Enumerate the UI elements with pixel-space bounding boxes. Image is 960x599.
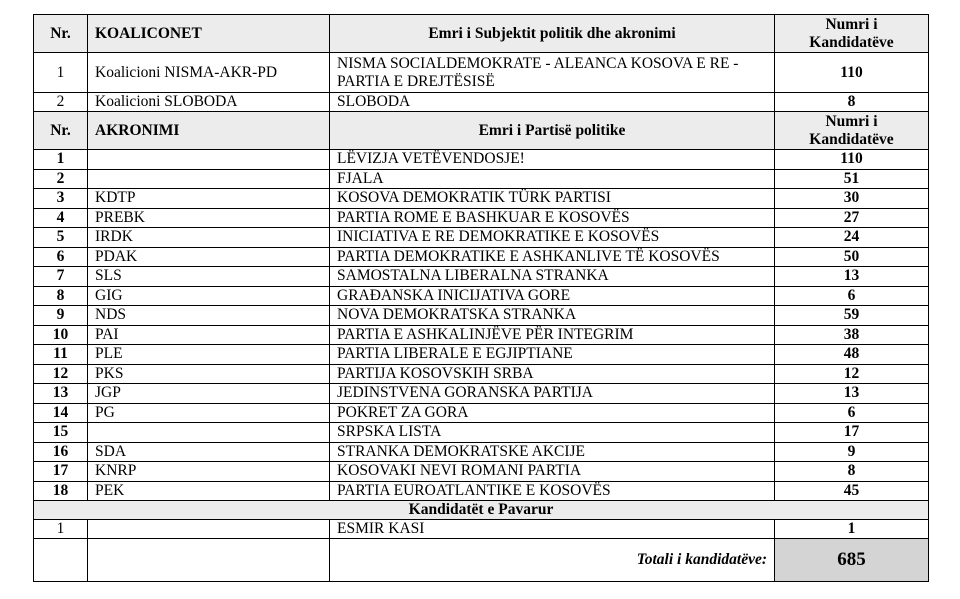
- party-nr: 6: [34, 247, 88, 267]
- party-count: 27: [775, 208, 929, 228]
- header-party-name: Emri i Partisë politike: [330, 112, 775, 150]
- party-row: [34, 345, 929, 365]
- party-nr: 9: [34, 306, 88, 326]
- party-row: [34, 481, 929, 501]
- party-name: PARTIA EUROATLANTIKE E KOSOVËS: [330, 481, 775, 501]
- independent-count: 1: [775, 520, 929, 539]
- party-count: 17: [775, 423, 929, 443]
- party-nr: 15: [34, 423, 88, 443]
- party-acronym: SLS: [88, 267, 330, 287]
- party-nr: 13: [34, 384, 88, 404]
- party-acronym: PREBK: [88, 208, 330, 228]
- independent-name: ESMIR KASI: [330, 520, 775, 539]
- total-row: [34, 539, 929, 582]
- independent-acronym: [88, 520, 330, 539]
- coalition-count: 110: [775, 53, 929, 93]
- party-nr: 3: [34, 189, 88, 209]
- party-acronym: PG: [88, 403, 330, 423]
- party-name: PARTIA LIBERALE E EGJIPTIANE: [330, 345, 775, 365]
- party-nr: 5: [34, 228, 88, 248]
- coalition-row: [34, 53, 929, 93]
- party-acronym: PAI: [88, 325, 330, 345]
- party-acronym: KDTP: [88, 189, 330, 209]
- party-count: 38: [775, 325, 929, 345]
- party-name: FJALA: [330, 169, 775, 189]
- party-count: 24: [775, 228, 929, 248]
- coalition-name: Koalicioni NISMA-AKR-PD: [88, 53, 330, 93]
- party-nr: 18: [34, 481, 88, 501]
- party-row: [34, 423, 929, 443]
- party-name: GRAĐANSKA INICIJATIVA GORE: [330, 286, 775, 306]
- party-nr: 4: [34, 208, 88, 228]
- party-row: [34, 228, 929, 248]
- party-acronym: PEK: [88, 481, 330, 501]
- coalition-nr: 1: [34, 53, 88, 93]
- party-name: LËVIZJA VETËVENDOSJE!: [330, 150, 775, 170]
- party-name: STRANKA DEMOKRATSKE AKCIJE: [330, 442, 775, 462]
- party-nr: 17: [34, 462, 88, 482]
- candidates-table: [33, 14, 929, 582]
- party-nr: 11: [34, 345, 88, 365]
- party-count: 110: [775, 150, 929, 170]
- parties-header-row: [34, 112, 929, 150]
- party-acronym: PDAK: [88, 247, 330, 267]
- party-name: SRPSKA LISTA: [330, 423, 775, 443]
- party-acronym: GIG: [88, 286, 330, 306]
- header-nr: Nr.: [34, 112, 88, 150]
- party-count: 48: [775, 345, 929, 365]
- party-row: [34, 442, 929, 462]
- independents-section-label: Kandidatët e Pavarur: [34, 501, 929, 520]
- party-name: POKRET ZA GORA: [330, 403, 775, 423]
- party-row: [34, 247, 929, 267]
- party-acronym: [88, 150, 330, 170]
- party-row: [34, 208, 929, 228]
- party-count: 30: [775, 189, 929, 209]
- party-nr: 8: [34, 286, 88, 306]
- party-row: [34, 325, 929, 345]
- header-candidate-count: Numri i Kandidatëve: [775, 112, 929, 150]
- party-name: JEDINSTVENA GORANSKA PARTIJA: [330, 384, 775, 404]
- party-name: PARTIJA KOSOVSKIH SRBA: [330, 364, 775, 384]
- party-nr: 14: [34, 403, 88, 423]
- total-value: 685: [775, 539, 929, 582]
- party-row: [34, 384, 929, 404]
- party-acronym: PKS: [88, 364, 330, 384]
- header-candidate-count: Numri i Kandidatëve: [775, 15, 929, 53]
- party-name: INICIATIVA E RE DEMOKRATIKE E KOSOVËS: [330, 228, 775, 248]
- party-acronym: [88, 169, 330, 189]
- party-name: KOSOVAKI NEVI ROMANI PARTIA: [330, 462, 775, 482]
- coalition-count: 8: [775, 93, 929, 112]
- party-acronym: JGP: [88, 384, 330, 404]
- party-count: 6: [775, 286, 929, 306]
- party-count: 12: [775, 364, 929, 384]
- party-count: 8: [775, 462, 929, 482]
- total-label: Totali i kandidatëve:: [330, 539, 775, 582]
- independents-section-row: [34, 501, 929, 520]
- total-empty-cell: [34, 539, 88, 582]
- party-name: PARTIA E ASHKALINJËVE PËR INTEGRIM: [330, 325, 775, 345]
- party-count: 59: [775, 306, 929, 326]
- party-acronym: [88, 423, 330, 443]
- header-acronym: AKRONIMI: [88, 112, 330, 150]
- independent-nr: 1: [34, 520, 88, 539]
- party-acronym: NDS: [88, 306, 330, 326]
- party-row: [34, 364, 929, 384]
- party-row: [34, 286, 929, 306]
- party-row: [34, 403, 929, 423]
- party-acronym: KNRP: [88, 462, 330, 482]
- party-acronym: PLE: [88, 345, 330, 365]
- candidates-table-body: [34, 15, 929, 582]
- party-nr: 10: [34, 325, 88, 345]
- coalition-subject: NISMA SOCIALDEMOKRATE - ALEANCA KOSOVA E RE - PARTIA E DREJTËSISË: [330, 53, 775, 93]
- party-nr: 2: [34, 169, 88, 189]
- coalition-subject: SLOBODA: [330, 93, 775, 112]
- party-acronym: IRDK: [88, 228, 330, 248]
- party-nr: 1: [34, 150, 88, 170]
- coalition-nr: 2: [34, 93, 88, 112]
- party-row: [34, 267, 929, 287]
- coalition-name: Koalicioni SLOBODA: [88, 93, 330, 112]
- party-count: 6: [775, 403, 929, 423]
- party-row: [34, 150, 929, 170]
- header-subject-name: Emri i Subjektit politik dhe akronimi: [330, 15, 775, 53]
- party-count: 9: [775, 442, 929, 462]
- party-row: [34, 462, 929, 482]
- party-count: 50: [775, 247, 929, 267]
- independent-row: [34, 520, 929, 539]
- party-count: 13: [775, 384, 929, 404]
- party-name: KOSOVA DEMOKRATIK TÜRK PARTISI: [330, 189, 775, 209]
- party-count: 51: [775, 169, 929, 189]
- party-name: SAMOSTALNA LIBERALNA STRANKA: [330, 267, 775, 287]
- party-count: 13: [775, 267, 929, 287]
- party-count: 45: [775, 481, 929, 501]
- coalition-row: [34, 93, 929, 112]
- party-row: [34, 169, 929, 189]
- coalitions-header-row: [34, 15, 929, 53]
- header-nr: Nr.: [34, 15, 88, 53]
- party-row: [34, 306, 929, 326]
- party-row: [34, 189, 929, 209]
- header-coalitions: KOALICONET: [88, 15, 330, 53]
- party-nr: 7: [34, 267, 88, 287]
- party-name: NOVA DEMOKRATSKA STRANKA: [330, 306, 775, 326]
- party-nr: 12: [34, 364, 88, 384]
- party-name: PARTIA DEMOKRATIKE E ASHKANLIVE TË KOSOVËS: [330, 247, 775, 267]
- party-acronym: SDA: [88, 442, 330, 462]
- total-empty-cell: [88, 539, 330, 582]
- party-nr: 16: [34, 442, 88, 462]
- party-name: PARTIA ROME E BASHKUAR E KOSOVËS: [330, 208, 775, 228]
